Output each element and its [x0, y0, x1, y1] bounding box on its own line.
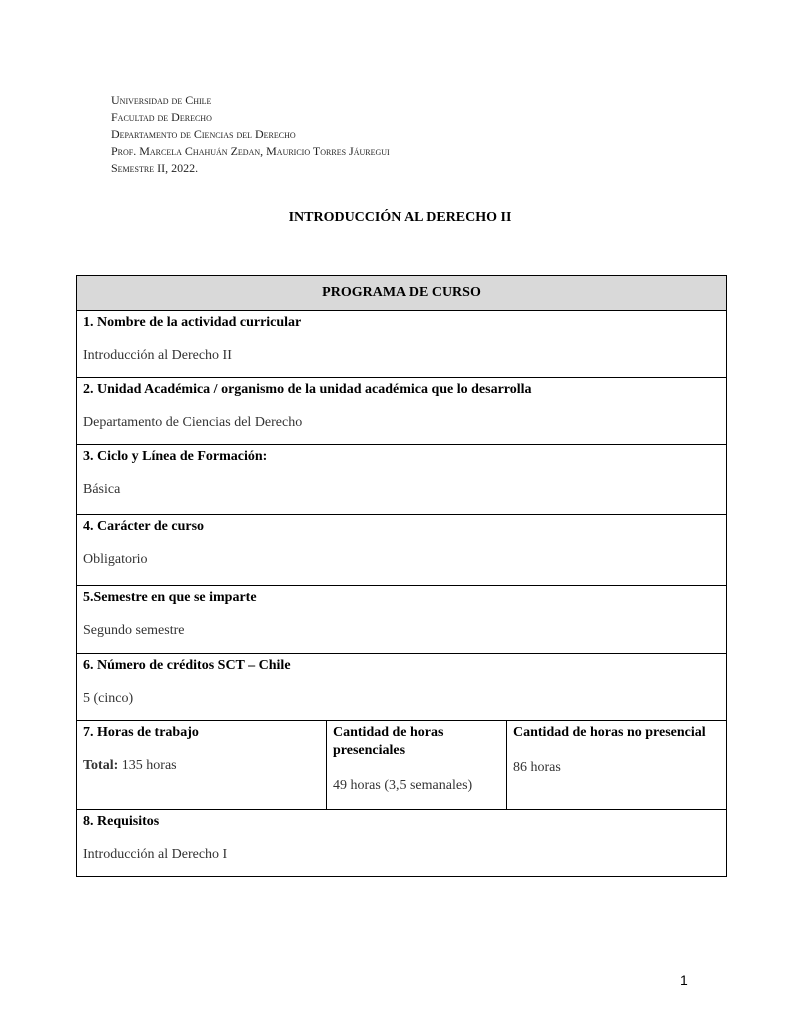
row-value: 5 (cinco) — [83, 691, 134, 706]
row-value: Introducción al Derecho I — [83, 847, 228, 862]
no-presencial-label: Cantidad de horas no presencial — [513, 725, 706, 740]
row-credits — [77, 654, 727, 721]
course-program-table — [76, 275, 727, 877]
presencial-label: Cantidad de horas presenciales — [333, 725, 444, 758]
hours-total-cell — [77, 721, 327, 810]
header-semester: Semestre II, 2022. — [111, 161, 199, 175]
row-value: Básica — [83, 482, 121, 497]
row-value: Segundo semestre — [83, 623, 185, 638]
header-university: Universidad de Chile — [111, 93, 212, 107]
total-label: Total: — [83, 758, 119, 773]
row-cycle — [77, 445, 727, 515]
hours-label: 7. Horas de trabajo — [83, 725, 199, 740]
header-department: Departamento de Ciencias del Derecho — [111, 127, 296, 141]
hours-presencial-cell — [327, 721, 507, 810]
table-header: PROGRAMA DE CURSO — [77, 276, 727, 311]
row-academic-unit — [77, 378, 727, 445]
row-label: 3. Ciclo y Línea de Formación: — [83, 449, 268, 464]
document-header — [111, 92, 390, 177]
total-value: 135 horas — [121, 758, 177, 773]
row-course-type — [77, 515, 727, 586]
row-label: 1. Nombre de la actividad curricular — [83, 315, 302, 330]
hours-no-presencial-cell — [507, 721, 727, 810]
row-semester — [77, 586, 727, 654]
no-presencial-value: 86 horas — [513, 760, 561, 775]
row-label: 2. Unidad Académica / organismo de la unidad académica que lo desarrolla — [83, 382, 532, 397]
page-number: 1 — [680, 972, 688, 988]
row-value: Introducción al Derecho II — [83, 348, 232, 363]
row-value: Obligatorio — [83, 552, 148, 567]
hours-total — [83, 757, 320, 775]
document-title: INTRODUCCIÓN AL DERECHO II — [288, 210, 512, 225]
header-faculty: Facultad de Derecho — [111, 110, 212, 124]
row-label: 6. Número de créditos SCT – Chile — [83, 658, 291, 673]
header-professors: Prof. Marcela Chahuán Zedan, Mauricio Torres Jáuregui — [111, 144, 390, 158]
row-label: 5.Semestre en que se imparte — [83, 590, 257, 605]
row-label: 4. Carácter de curso — [83, 519, 205, 534]
row-course-name — [77, 311, 727, 378]
row-requirements — [77, 810, 727, 877]
presencial-value: 49 horas (3,5 semanales) — [333, 778, 473, 793]
row-label: 8. Requisitos — [83, 814, 160, 829]
row-value: Departamento de Ciencias del Derecho — [83, 415, 303, 430]
